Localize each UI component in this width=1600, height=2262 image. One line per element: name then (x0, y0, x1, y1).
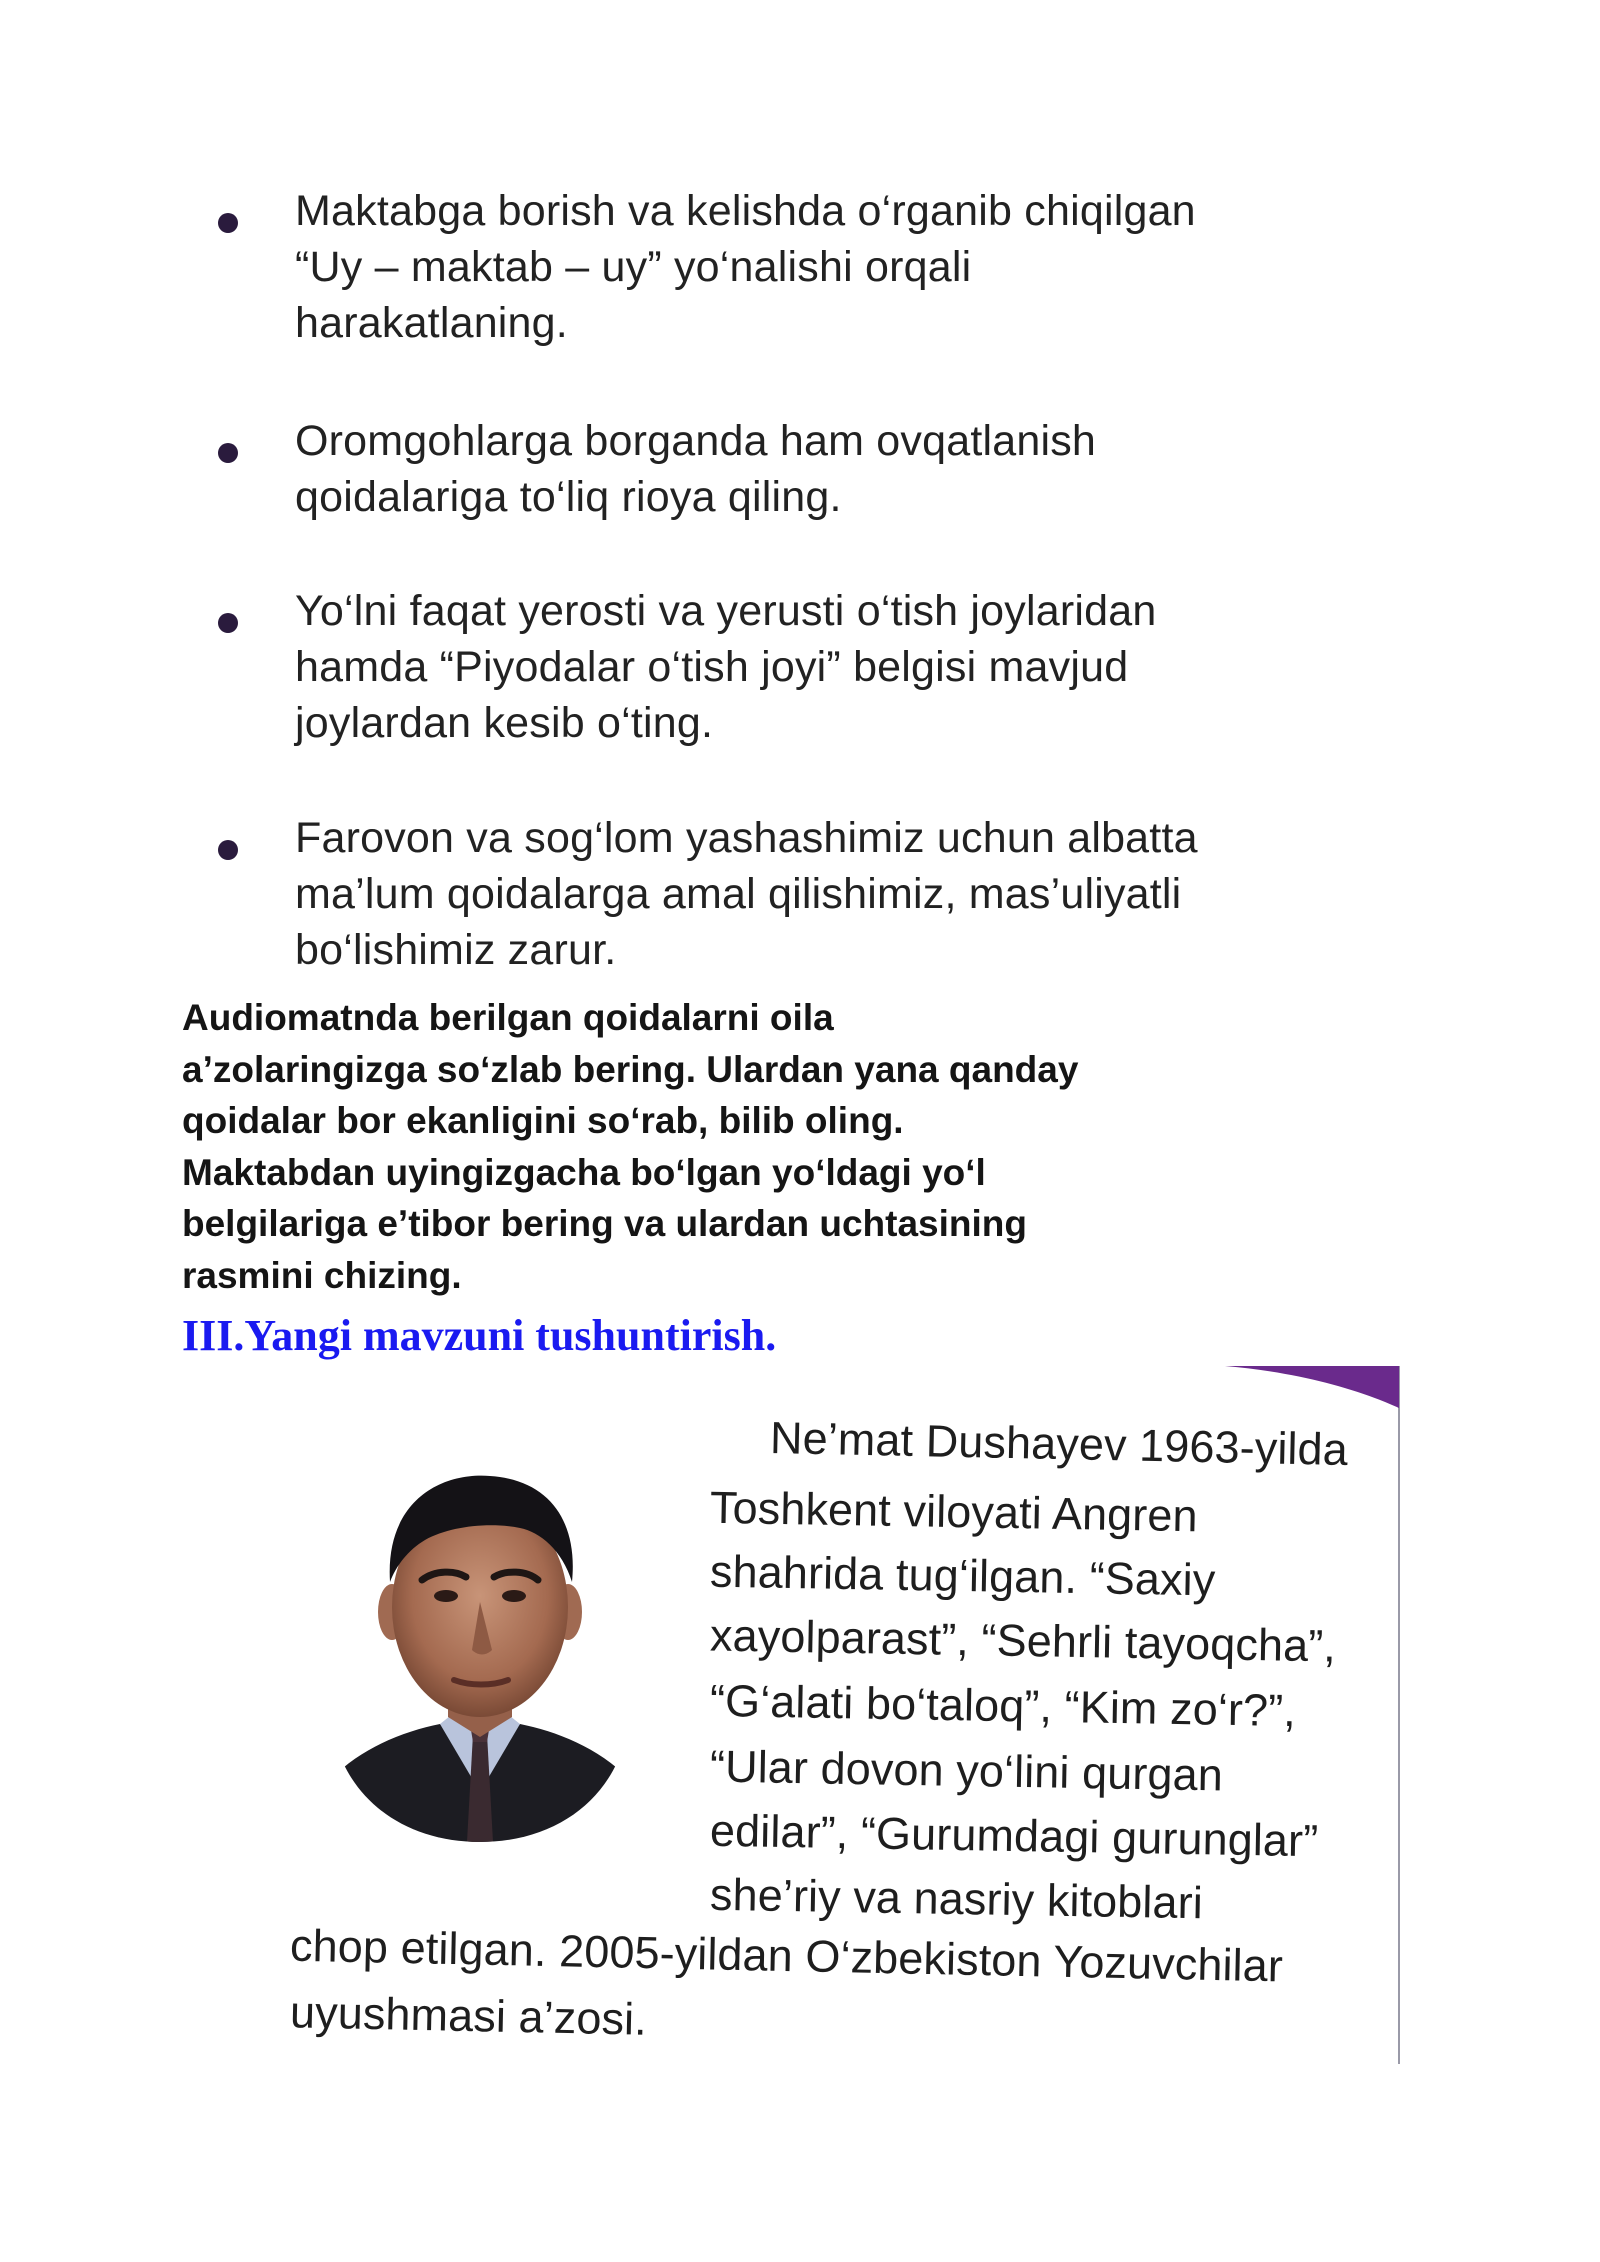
bio-line: Toshkent viloyati Angren (709, 1481, 1199, 1542)
section-heading: III.Yangi mavzuni tushuntirish. (182, 1311, 777, 1360)
task-line: belgilariga e’tibor bering va ulardan uchtasining (182, 1203, 1027, 1244)
bio-line: uyushmasi a’zosi. (289, 1986, 648, 2045)
bullet-line: Yo‘lni faqat yerosti va yerusti o‘tish joylaridan (295, 587, 1157, 635)
bullet-line: joylardan kesib o‘ting. (295, 699, 714, 747)
bullet-line: Farovon va sog‘lom yashashimiz uchun albatta (295, 814, 1198, 862)
task-line: qoidalar bor ekanligini so‘rab, bilib oling. (182, 1100, 904, 1141)
bullet-line: hamda “Piyodalar o‘tish joyi” belgisi mavjud (295, 643, 1129, 691)
task-line: Maktabdan uyingizgacha bo‘lgan yo‘ldagi yo‘l (182, 1151, 986, 1193)
task-line: Audiomatnda berilgan qoidalarni oila (182, 997, 834, 1038)
bio-line: xayolparast”, “Sehrli tayoqcha”, (709, 1609, 1337, 1672)
bullet-line: ma’lum qoidalarga amal qilishimiz, mas’uliyatli (295, 870, 1182, 918)
bio-line: shahrida tug‘ilgan. “Saxiy (709, 1545, 1216, 1606)
task-line: a’zolaringizga so‘zlab bering. Ulardan yana qanday (182, 1048, 1079, 1090)
bullet-line: Maktabga borish va kelishda o‘rganib chiqilgan (295, 187, 1196, 235)
bio-line: chop etilgan. 2005-yildan O‘zbekiston Yozuvchilar (289, 1919, 1284, 1992)
bio-line: Ne’mat Dushayev 1963-yilda (769, 1411, 1349, 1476)
task-line: rasmini chizing. (182, 1254, 462, 1296)
bio-line: she’riy va nasriy kitoblari (709, 1868, 1204, 1929)
bullet-line: harakatlaning. (295, 299, 568, 347)
bio-line: edilar”, “Gurumdagi gurunglar” (709, 1804, 1319, 1867)
bio-line: “G‘alati bo‘taloq”, “Kim zo‘r?”, (709, 1674, 1297, 1737)
bullet-line: bo‘lishimiz zarur. (295, 926, 617, 974)
bio-line: “Ular dovon yo‘lini qurgan (709, 1740, 1224, 1801)
bullet-line: Oromgohlarga borganda ham ovqatlanish (295, 417, 1097, 465)
bullet-line: qoidalariga to‘liq rioya qiling. (295, 473, 842, 521)
bullet-line: “Uy – maktab – uy” yo‘nalishi orqali (295, 243, 972, 291)
